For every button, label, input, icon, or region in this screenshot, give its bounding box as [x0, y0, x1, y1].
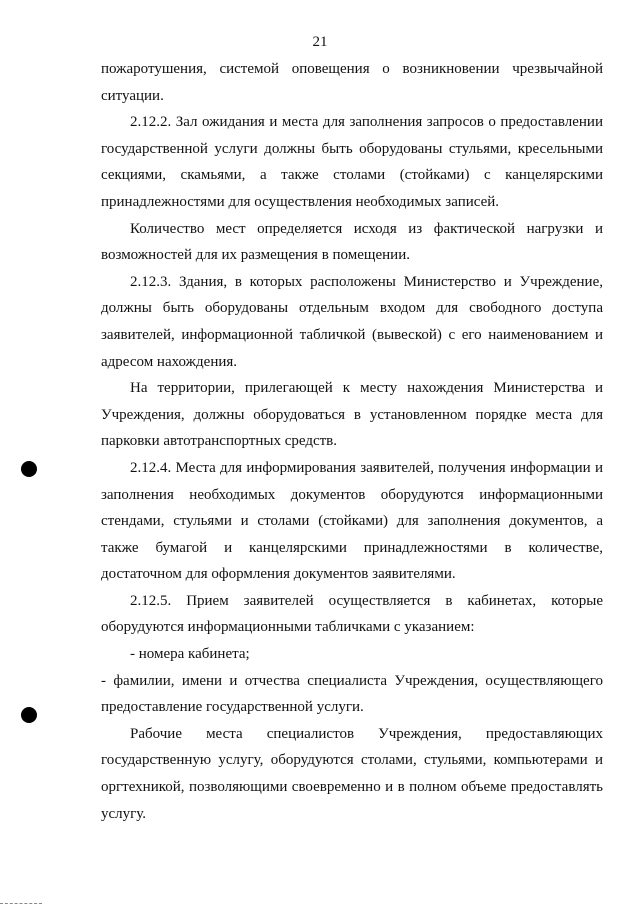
paragraph-seats-count: Количество мест определяется исходя из фактической нагрузки и возможностей для их размещения в помещении. [101, 220, 603, 264]
paragraph-2-12-3: 2.12.3. Здания, в которых расположены Министерство и Учреждение, должны быть оборудованы отдельным входом для свободного доступа заявителей, информационной табличкой (вывеской) с его наименованием и адресом нахождения. [101, 273, 603, 370]
paragraph-2-12-5: 2.12.5. Прием заявителей осуществляется в кабинетах, которые оборудуются информационными табличками с указанием: [101, 592, 603, 636]
punch-hole-top [21, 461, 37, 477]
list-item-room-number: - номера кабинета; [130, 646, 250, 663]
punch-hole-bottom [21, 707, 37, 723]
list-item-specialist-name: - фамилии, имени и отчества специалиста Учреждения, осуществляющего предоставление государственной услуги. [101, 672, 603, 716]
paragraph-fire-safety-end: пожаротушения, системой оповещения о возникновении чрезвычайной ситуации. [101, 61, 603, 104]
paragraph-2-12-4: 2.12.4. Места для информирования заявителей, получения информации и заполнения необходимых документов оборудуются информационными стендами, стульями и столами (стойками) для заполнения документов, а также бумагой и канцелярскими принадлежностями в количестве, достаточном для оформления документов заявителями. [101, 459, 603, 583]
page-number: 21 [312, 34, 328, 50]
paragraph-workplaces: Рабочие места специалистов Учреждения, предоставляющих государственную услугу, оборудуются столами, стульями, компьютерами и оргтехникой, позволяющими своевременно и в полном объеме предоставлять услугу. [101, 725, 603, 822]
document-body [101, 56, 603, 827]
paragraph-parking: На территории, прилегающей к месту нахождения Министерства и Учреждения, должны оборудоваться в установленном порядке места для парковки автотранспортных средств. [101, 380, 603, 450]
paragraph-2-12-2: 2.12.2. Зал ожидания и места для заполнения запросов о предоставлении государственной услуги должны быть оборудованы стульями, кресельными секциями, скамьями, а также столами (стойками) с канцелярскими принадлежностями для осуществления необходимых записей. [101, 114, 603, 210]
scan-edge-mark [0, 903, 42, 905]
